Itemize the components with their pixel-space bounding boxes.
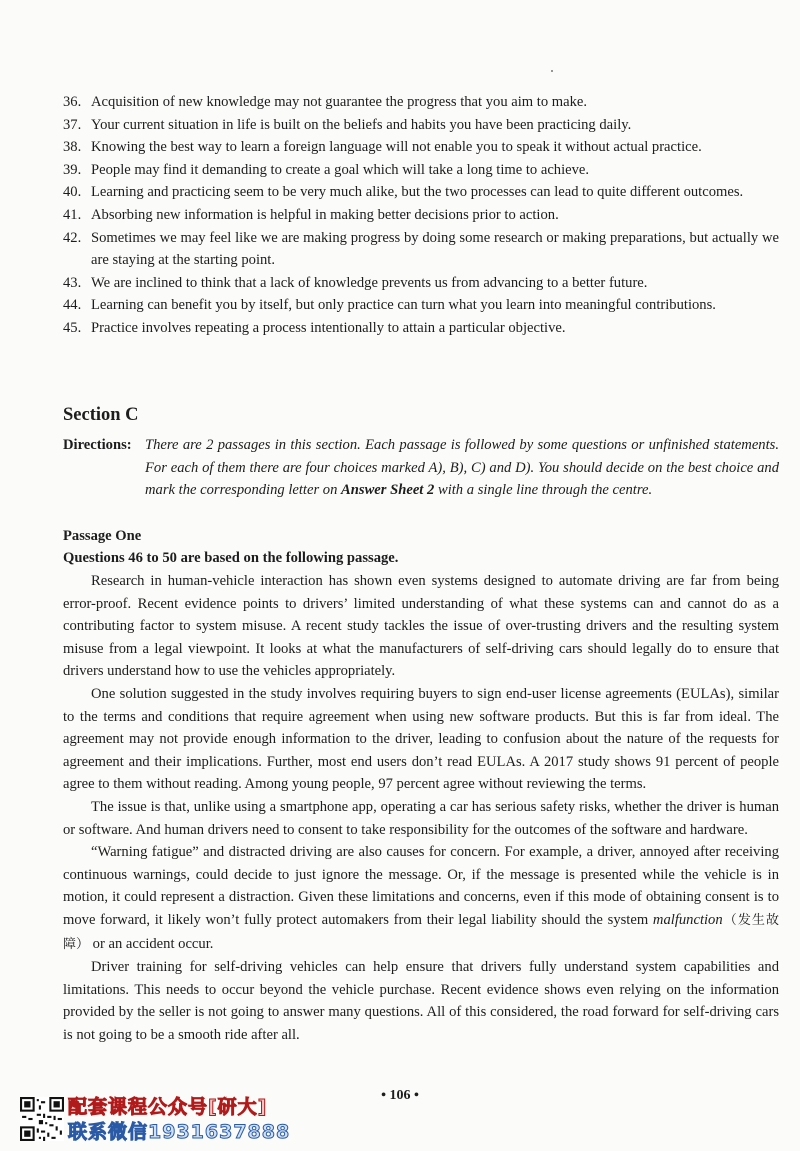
passage-paragraph: One solution suggested in the study involves requiring buyers to sign end-user license agreements (EULAs), similar to the terms and conditions that require agreement when using new software products. But this is far from ideal. The agreement may not provide enough information to the driver, leading to confusion about the nature of the requests for agreement and their implications. Further, most end users don’t read EULAs. A 2017 study shows 91 percent of people agree to them without reading. Among young people, 97 percent agree without reviewing the terms. (63, 685, 779, 793)
statement-item: 39. People may find it demanding to create a goal which will take a long time to achieve. (63, 161, 590, 178)
watermark-line: 联系微信1931637888 (68, 1121, 291, 1143)
statement-item: 37. Your current situation in life is built on the beliefs and habits you have been practicing daily. (63, 116, 632, 133)
passage-paragraph: The issue is that, unlike using a smartphone app, operating a car has serious safety risks, whether the driver is human or software. And human drivers need to consent to take responsibility for the outcomes of the software and hardware. (63, 798, 779, 838)
statement-item: 45. Practice involves repeating a process intentionally to attain a particular objective. (63, 319, 566, 336)
watermark-line: 配套课程公众号[研大] (68, 1096, 268, 1118)
statement-item: 38. Knowing the best way to learn a foreign language will not enable you to speak it without actual practice. (63, 139, 702, 156)
passage-title: Passage One (63, 528, 142, 544)
statement-item: 40. Learning and practicing seem to be very much alike, but the two processes can lead to quite different outcomes. (63, 184, 744, 201)
answer-sheet-ref: Answer Sheet 2 (341, 482, 435, 499)
passage-paragraph: Research in human-vehicle interaction has shown even systems designed to automate driving are far from being error-proof. Recent evidence points to drivers’ limited understanding of what these systems can and cannot do as a contributing factor to system misuse. A recent study tackles the issue of over-trusting drivers and the resulting system misuse from a legal viewpoint. It looks at what the manufacturers of self-driving cars should legally do to ensure that drivers understand how to use the vehicles appropriately. (63, 573, 779, 680)
statement-item: 36. Acquisition of new knowledge may not guarantee the progress that you aim to make. (63, 94, 588, 110)
directions-text: There are 2 passages in this section. Each passage is followed by some questions or unfinished statements. For each of them there are four choices marked A), B), C) and D). You should decide on the best choice and mark the corresponding letter on Answer Sheet 2 with a single line through the centre. (145, 437, 779, 499)
passage-paragraph: “Warning fatigue” and distracted driving are also causes for concern. For example, a driver, annoyed after receiving continuous warnings, could decide to just ignore the message. Or, if the message is presented while the vehicle is in motion, it could represent a distraction. Given these limitations and concerns, even if this mode of obtaining consent is to move forward, it likely won’t fully protect automakers from their legal liability should the system malfunction（发生故障） or an accident occur. (63, 844, 779, 952)
chinese-gloss: （发生故障） (63, 912, 779, 952)
page-number: • 106 • (381, 1088, 419, 1103)
statement-item: 41. Absorbing new information is helpful in making better decisions prior to action. (63, 206, 559, 223)
questions-intro: Questions 46 to 50 are based on the following passage. (63, 550, 399, 566)
qr-code-icon (20, 1097, 64, 1141)
section-title: Section C (63, 405, 139, 425)
statement-item: 43. We are inclined to think that a lack of knowledge prevents us from advancing to a better future. (63, 274, 648, 291)
directions-label: Directions: (63, 437, 132, 453)
statement-item: 44. Learning can benefit you by itself, but only practice can turn what you learn into meaningful contributions. (63, 297, 716, 314)
glossed-term: malfunction (652, 911, 723, 928)
directions (63, 434, 779, 502)
passage-body (63, 570, 779, 1046)
statement-list (63, 91, 779, 340)
statement-item: 42. Sometimes we may feel like we are making progress by doing some research or making preparations, but actually we are staying at the starting point. (63, 229, 779, 269)
stray-dot (551, 70, 553, 72)
passage-paragraph: Driver training for self-driving vehicles can help ensure that drivers fully understand system capabilities and limitations. This needs to occur beyond the vehicle purchase. Recent evidence shows even relying on the information provided by the seller is not going to answer many questions. All of this considered, the road forward for self-driving cars is not going to be a smooth ride after all. (63, 959, 779, 1043)
